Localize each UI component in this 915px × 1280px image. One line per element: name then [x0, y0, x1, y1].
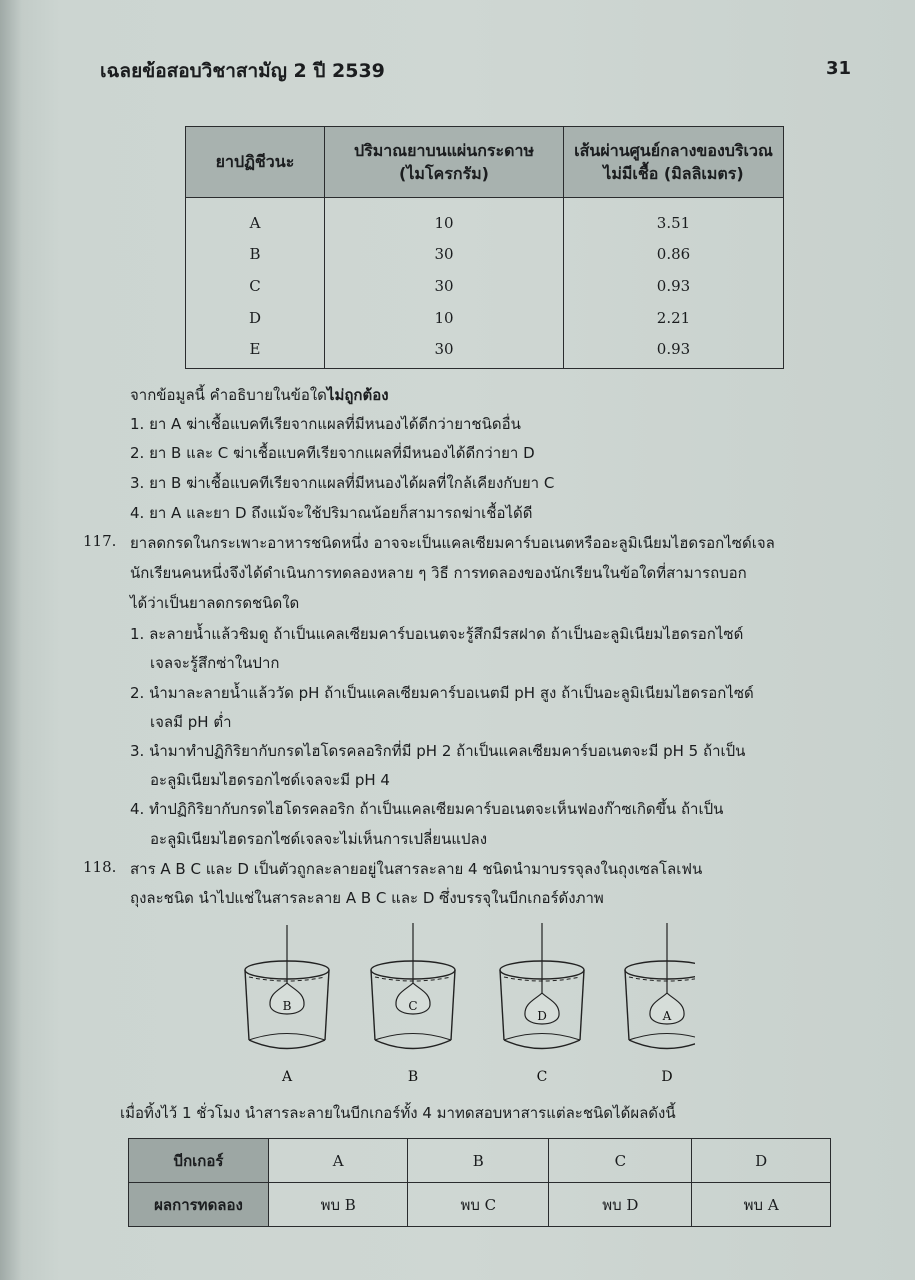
q117-option-1: 1. ละลายน้ำแล้วชิมดู ถ้าเป็นแคลเซียมคาร์บอเนตจะรู้สึกมีรสฝาด ถ้าเป็นอะลูมิเนียมไฮดรอกไซด์ — [130, 625, 744, 643]
q118-line-2: ถุงละชนิด นำไปแช่ในสารละลาย A B C และ D ซึ่งบรรจุในบีกเกอร์ดังภาพ — [130, 889, 604, 907]
q117-line-1: ยาลดกรดในกระเพาะอาหารชนิดหนึ่ง อาจจะเป็นแคลเซียมคาร์บอเนตหรืออะลูมิเนียมไฮดรอกไซด์เจล — [130, 534, 775, 552]
beaker-side — [580, 970, 584, 1040]
q116-prompt: จากข้อมูลนี้ คำอธิบายในข้อใดไม่ถูกต้อง — [130, 386, 389, 404]
table-row: D 10 2.21 — [186, 302, 784, 334]
beaker — [500, 923, 584, 1085]
bag-label: D — [537, 1009, 547, 1023]
beaker-side — [451, 970, 455, 1040]
results-table — [128, 1138, 831, 1227]
q117-option-2: 2. นำมาละลายน้ำแล้ววัด pH ถ้าเป็นแคลเซียมคาร์บอเนตมี pH สูง ถ้าเป็นอะลูมิเนียมไฮดรอกไซด์ — [130, 684, 754, 702]
q117-option-1-cont: เจลจะรู้สึกซ่าในปาก — [150, 654, 280, 672]
antibiotic-table — [185, 126, 784, 369]
q118-line-1: สาร A B C และ D เป็นตัวถูกละลายอยู่ในสารละลาย 4 ชนิดนำมาบรรจุลงในถุงเซลโลเฟน — [130, 860, 703, 878]
bag-label: A — [662, 1009, 672, 1023]
beaker-side — [325, 970, 329, 1040]
results-header-result: ผลการทดลอง — [129, 1183, 269, 1227]
beaker-side — [625, 970, 629, 1040]
beaker — [625, 923, 695, 1085]
q117-line-2: นักเรียนคนหนึ่งจึงได้ดำเนินการทดลองหลาย ๆ วิธี การทดลองของนักเรียนในข้อใดที่สามารถบอก — [130, 564, 747, 582]
beaker-side — [245, 970, 249, 1040]
q117-option-2-cont: เจลมี pH ต่ำ — [150, 713, 232, 731]
beaker-bottom — [375, 1040, 451, 1049]
page-number: 31 — [826, 58, 852, 79]
q116-option-4: 4. ยา A และยา D ถึงแม้จะใช้ปริมาณน้อยก็สามารถฆ่าเชื้อได้ดี — [130, 504, 533, 522]
beaker-label: B — [407, 1069, 419, 1085]
table-row: B 30 0.86 — [186, 239, 784, 271]
beaker-rim — [625, 961, 695, 979]
table-row: A 10 3.51 — [186, 198, 784, 239]
q117-option-4: 4. ทำปฏิกิริยากับกรดไฮโดรคลอริก ถ้าเป็นแคลเซียมคาร์บอเนตจะเห็นฟองก๊าซเกิดขึ้น ถ้าเป็น — [130, 800, 724, 818]
table1-header-antibiotic: ยาปฏิชีวนะ — [186, 127, 325, 198]
beaker-label: C — [536, 1069, 548, 1085]
beaker-bottom — [249, 1040, 325, 1049]
beaker-label: D — [661, 1069, 673, 1085]
q118-number: 118. — [83, 858, 117, 876]
beaker — [371, 923, 455, 1085]
header-title: เฉลยข้อสอบวิชาสามัญ 2 ปี 2539 — [100, 60, 385, 82]
q116-option-1: 1. ยา A ฆ่าเชื้อแบคทีเรียจากแผลที่มีหนองได้ดีกว่ายาชนิดอื่น — [130, 415, 521, 433]
q117-option-4-cont: อะลูมิเนียมไฮดรอกไซด์เจลจะไม่เห็นการเปลี่ยนแปลง — [150, 830, 488, 848]
q118-after-text: เมื่อทิ้งไว้ 1 ชั่วโมง นำสารละลายในบีกเกอร์ทั้ง 4 มาทดสอบหาสารแต่ละชนิดได้ผลดังนี้ — [120, 1104, 676, 1122]
beaker-bottom-inner — [375, 1034, 451, 1041]
q117-line-3: ได้ว่าเป็นยาลดกรดชนิดใด — [130, 594, 300, 612]
beaker-bottom — [504, 1040, 580, 1049]
table-row: C 30 0.93 — [186, 270, 784, 302]
beaker-bottom-inner — [629, 1034, 695, 1041]
bag-label: C — [408, 999, 418, 1013]
q117-option-3-cont: อะลูมิเนียมไฮดรอกไซด์เจลจะมี pH 4 — [150, 771, 390, 789]
results-header-beaker: บีกเกอร์ — [129, 1139, 269, 1183]
q117-option-3: 3. นำมาทำปฏิกิริยากับกรดไฮโดรคลอริกที่มี pH 2 ถ้าเป็นแคลเซียมคาร์บอเนตจะมี pH 5 ถ้าเป็น — [130, 742, 746, 760]
beaker — [245, 925, 329, 1085]
beaker-bottom-inner — [504, 1034, 580, 1041]
beaker-side — [500, 970, 504, 1040]
beaker-diagram — [235, 915, 695, 1085]
beaker-bottom-inner — [249, 1034, 325, 1041]
beaker-label: A — [281, 1069, 293, 1085]
q117-number: 117. — [83, 532, 117, 550]
table-row: E 30 0.93 — [186, 333, 784, 368]
table1-header-diameter: เส้นผ่านศูนย์กลางของบริเวณ ไม่มีเชื้อ (มิลลิเมตร) — [564, 127, 784, 198]
bag-label: B — [282, 999, 292, 1013]
beaker-bottom — [629, 1040, 695, 1049]
q116-option-2: 2. ยา B และ C ฆ่าเชื้อแบคทีเรียจากแผลที่มีหนองได้ดีกว่ายา D — [130, 444, 535, 462]
table-row: ผลการทดลอง พบ B พบ C พบ D พบ A — [129, 1183, 831, 1227]
beaker-side — [371, 970, 375, 1040]
table1-header-amount: ปริมาณยาบนแผ่นกระดาษ (ไมโครกรัม) — [325, 127, 564, 198]
table-row: บีกเกอร์ A B C D — [129, 1139, 831, 1183]
q116-option-3: 3. ยา B ฆ่าเชื้อแบคทีเรียจากแผลที่มีหนองได้ผลที่ใกล้เคียงกับยา C — [130, 474, 555, 492]
